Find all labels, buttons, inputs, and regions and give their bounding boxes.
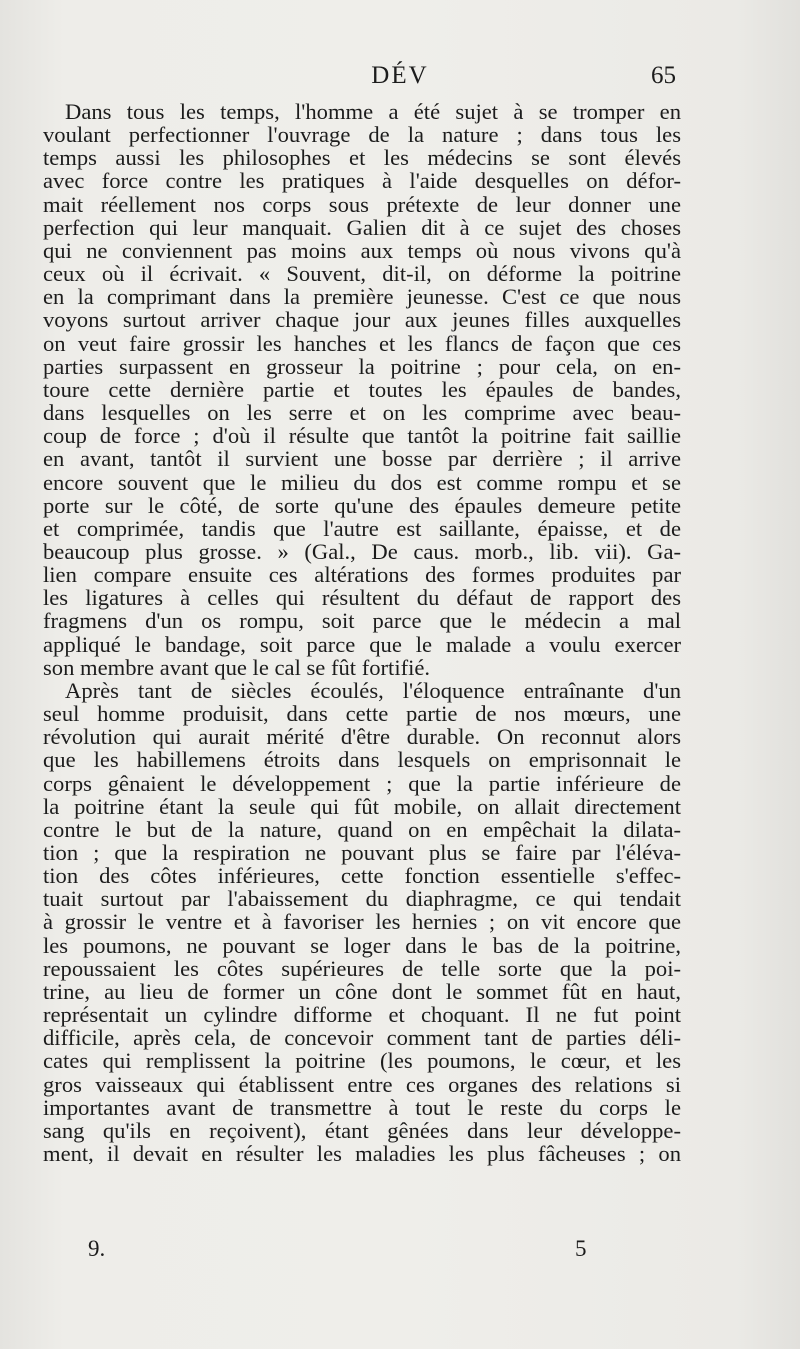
text-line: temps aussi les philosophes et les médecins se sont élevés xyxy=(43,145,681,171)
text-line: son membre avant que le cal se fût fortifié. xyxy=(43,654,431,680)
text-line: trine, au lieu de former un cône dont le sommet fût en haut, xyxy=(43,978,681,1004)
text-line: difficile, après cela, de concevoir comment tant de parties déli- xyxy=(43,1025,681,1051)
text-line: tion ; que la respiration ne pouvant plus se faire par l'éléva- xyxy=(43,840,681,865)
text-line: fragmens d'un os rompu, soit parce que le médecin a mal xyxy=(43,608,681,634)
text-line: cates qui remplissent la poitrine (les poumons, le cœur, et les xyxy=(43,1048,681,1074)
text-line: Après tant de siècles écoulés, l'éloquence entraînante d'un xyxy=(65,677,681,703)
text-line: sang qu'ils en reçoivent), étant gênées dans leur développe- xyxy=(43,1117,681,1143)
text-line: coup de force ; d'où il résulte que tantôt la poitrine fait saillie xyxy=(43,423,681,449)
page-footer xyxy=(0,1236,800,1266)
text-line: la poitrine étant la seule qui fût mobile, on allait directement xyxy=(43,793,681,819)
signature-mark: 9. xyxy=(88,1236,106,1261)
text-line: appliqué le bandage, soit parce que le malade a voulu exercer xyxy=(43,631,681,657)
text-line: tuait surtout par l'abaissement du diaphragme, ce qui tendait xyxy=(43,886,681,912)
text-line: corps gênaient le développement ; que la partie inférieure de xyxy=(43,770,681,796)
text-line: parties surpassent en grosseur la poitrine ; pour cela, on en- xyxy=(43,353,681,379)
text-line: les poumons, ne pouvant se loger dans le bas de la poitrine, xyxy=(43,932,681,958)
text-line: importantes avant de transmettre à tout le reste du corps le xyxy=(43,1094,681,1120)
text-line: contre le but de la nature, quand on en empêchait la dilata- xyxy=(43,816,681,842)
text-line: porte sur le côté, de sorte qu'une des épaules demeure petite xyxy=(43,492,681,518)
text-line: Dans tous les temps, l'homme a été sujet à se tromper en xyxy=(65,99,681,124)
text-line: tion des côtes inférieures, cette fonction essentielle s'effec- xyxy=(43,863,681,889)
text-line: et comprimée, tandis que l'autre est saillante, épaisse, et de xyxy=(43,515,681,541)
text-line: en la comprimant dans la première jeunesse. C'est ce que nous xyxy=(43,284,681,310)
text-line: dans lesquelles on les serre et on les comprime avec beau- xyxy=(43,400,681,426)
text-line: révolution qui aurait mérité d'être durable. On reconnut alors xyxy=(43,724,681,750)
text-line: seul homme produisit, dans cette partie de nos mœurs, une xyxy=(43,701,681,727)
text-line: les ligatures à celles qui résultent du défaut de rapport des xyxy=(43,585,681,611)
body-text xyxy=(43,100,681,1165)
running-head xyxy=(0,62,800,92)
running-head-title: DÉV xyxy=(371,62,429,89)
text-line: voulant perfectionner l'ouvrage de la nature ; dans tous les xyxy=(43,122,681,148)
text-line: perfection qui leur manquait. Galien dit à ce sujet des choses xyxy=(43,214,681,240)
text-line: encore souvent que le milieu du dos est comme rompu et se xyxy=(43,469,681,495)
text-line: représentait un cylindre difforme et choquant. Il ne fut point xyxy=(43,1002,681,1028)
text-line: ment, il devait en résulter les maladies les plus fâcheuses ; on xyxy=(43,1141,681,1167)
text-line: à grossir le ventre et à favoriser les hernies ; on vit encore que xyxy=(43,909,681,935)
page-number: 65 xyxy=(651,62,676,89)
text-line: beaucoup plus grosse. » (Gal., De caus. morb., lib. vii). Ga- xyxy=(43,538,681,564)
text-line: que les habillemens étroits dans lesquels on emprisonnait le xyxy=(43,747,681,773)
text-line: mait réellement nos corps sous prétexte de leur donner une xyxy=(43,191,681,217)
text-line: qui ne conviennent pas moins aux temps où nous vivons qu'à xyxy=(43,237,681,263)
text-line: voyons surtout arriver chaque jour aux jeunes filles auxquelles xyxy=(43,307,681,333)
text-line: on veut faire grossir les hanches et les flancs de façon que ces xyxy=(43,330,681,356)
text-line: gros vaisseaux qui établissent entre ces organes des relations si xyxy=(43,1071,681,1097)
text-line: ceux où il écrivait. « Souvent, dit-il, on déforme la poitrine xyxy=(43,261,681,287)
sheet-folio: 5 xyxy=(575,1236,587,1261)
text-line: repoussaient les côtes supérieures de telle sorte que la poi- xyxy=(43,955,681,981)
text-line: lien compare ensuite ces altérations des formes produites par xyxy=(43,562,681,588)
text-line: toure cette dernière partie et toutes les épaules de bandes, xyxy=(43,376,681,402)
text-line: en avant, tantôt il survient une bosse par derrière ; il arrive xyxy=(43,446,681,472)
text-line: avec force contre les pratiques à l'aide desquelles on défor- xyxy=(43,168,681,194)
